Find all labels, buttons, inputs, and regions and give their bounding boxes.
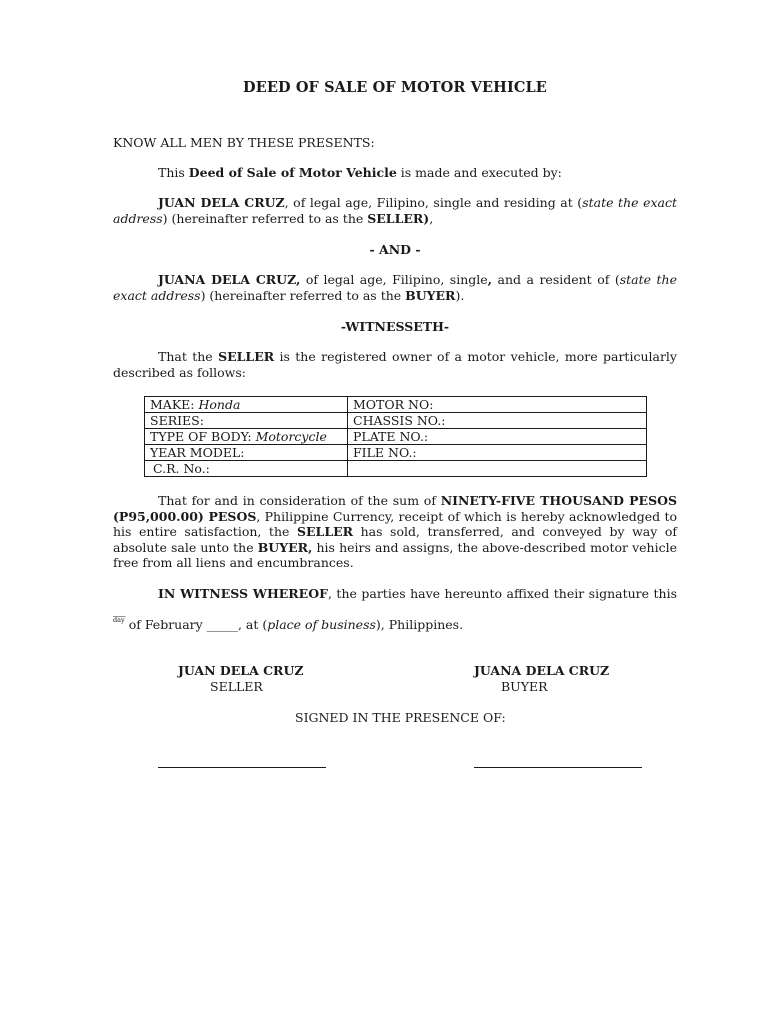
buyer-role: BUYER: [405, 287, 456, 303]
owner-text-end: is the registered owner of a motor vehicle, more particularly described as follows:: [113, 349, 677, 380]
make-label: MAKE:: [150, 397, 199, 412]
witness-text-2: of February _____, at (: [124, 617, 268, 633]
seller-signature-name: JUAN DELA CRUZ: [178, 663, 304, 678]
witness-heading: IN WITNESS WHEREOF: [158, 586, 328, 601]
table-row: [145, 461, 647, 477]
body-type-label: TYPE OF BODY:: [150, 429, 256, 444]
year-model-cell: YEAR MODEL:: [145, 445, 348, 461]
empty-cell: [348, 461, 647, 477]
place-placeholder: place of business: [267, 617, 376, 633]
day-superscript: day: [113, 616, 125, 625]
make-cell: [145, 397, 348, 413]
series-cell: SERIES:: [145, 413, 348, 429]
consideration-amount: NINETY-FIVE THOUSAND PESOS (P95,000.00) PESOS: [113, 493, 678, 524]
witness-paragraph: [113, 586, 677, 633]
chassis-cell: CHASSIS NO.:: [348, 413, 647, 429]
buyer-paragraph: [113, 272, 677, 303]
seller-text: , of legal age, Filipino, single and residing at (: [284, 195, 583, 210]
motor-cell: MOTOR NO:: [348, 397, 647, 413]
witness-text-1: , the parties have hereunto affixed their signature this __: [113, 586, 677, 617]
witness-text-3: ), Philippines.: [375, 617, 464, 633]
know-all-heading: KNOW ALL MEN BY THESE PRESENTS:: [113, 135, 375, 150]
intro-text: This: [158, 165, 189, 180]
deed-name: Deed of Sale of Motor Vehicle: [188, 165, 397, 180]
seller-name: JUAN DELA CRUZ: [158, 195, 285, 210]
seller-text-end: ,: [429, 210, 434, 226]
vehicle-details-table: [144, 396, 647, 477]
buyer-signature-name: JUANA DELA CRUZ: [474, 663, 610, 678]
body-type-cell: [145, 429, 348, 445]
owner-text: That the: [158, 349, 219, 364]
table-row: [145, 445, 647, 461]
intro-paragraph: [113, 165, 677, 181]
consideration-buyer: BUYER,: [257, 539, 313, 555]
owner-seller: SELLER: [218, 349, 275, 364]
file-cell: FILE NO.:: [348, 445, 647, 461]
consideration-text-4: his heirs and assigns, the above-described motor vehicle free from all liens and encumbrances.: [113, 539, 677, 571]
seller-address-placeholder: state the exact address: [113, 195, 677, 226]
witness-signature-line-right: [474, 767, 642, 768]
consideration-seller: SELLER: [296, 524, 354, 540]
consideration-text-3: has sold, transferred, and conveyed by way of absolute sale unto the: [113, 524, 678, 555]
table-row: [145, 429, 647, 445]
buyer-name: JUANA DELA CRUZ,: [158, 272, 301, 287]
plate-cell: PLATE NO.:: [348, 429, 647, 445]
make-value: Honda: [198, 397, 241, 412]
table-row: [145, 397, 647, 413]
buyer-text-1b: and a resident of (: [492, 272, 620, 287]
consideration-paragraph: [113, 493, 677, 571]
cr-cell: C.R. No.:: [145, 461, 348, 477]
buyer-text: of legal age, Filipino, single: [300, 272, 488, 287]
seller-text-2: ) (hereinafter referred to as the: [162, 210, 368, 226]
seller-role: SELLER): [367, 210, 430, 226]
body-type-value: Motorcycle: [255, 429, 327, 444]
seller-signature-role: SELLER: [210, 679, 263, 694]
and-separator: - AND -: [369, 242, 421, 257]
seller-paragraph: [113, 195, 677, 226]
owner-paragraph: [113, 349, 677, 380]
witness-signature-line-left: [158, 767, 326, 768]
buyer-text-end: ).: [455, 287, 465, 303]
buyer-text-2: ) (hereinafter referred to as the: [200, 287, 406, 303]
page-title: DEED OF SALE OF MOTOR VEHICLE: [243, 79, 547, 96]
buyer-comma: ,: [487, 272, 493, 287]
intro-text-end: is made and executed by:: [396, 165, 562, 180]
buyer-address-placeholder: state the exact address: [113, 272, 677, 303]
table-row: [145, 413, 647, 429]
signed-presence-heading: SIGNED IN THE PRESENCE OF:: [295, 710, 506, 725]
consideration-text-1: That for and in consideration of the sum of: [158, 493, 441, 508]
witnesseth-heading: -WITNESSETH-: [340, 319, 450, 334]
consideration-text-2: , Philippine Currency, receipt of which is hereby acknowledged to his entire satisfaction, the: [113, 508, 677, 540]
buyer-signature-role: BUYER: [501, 679, 548, 694]
